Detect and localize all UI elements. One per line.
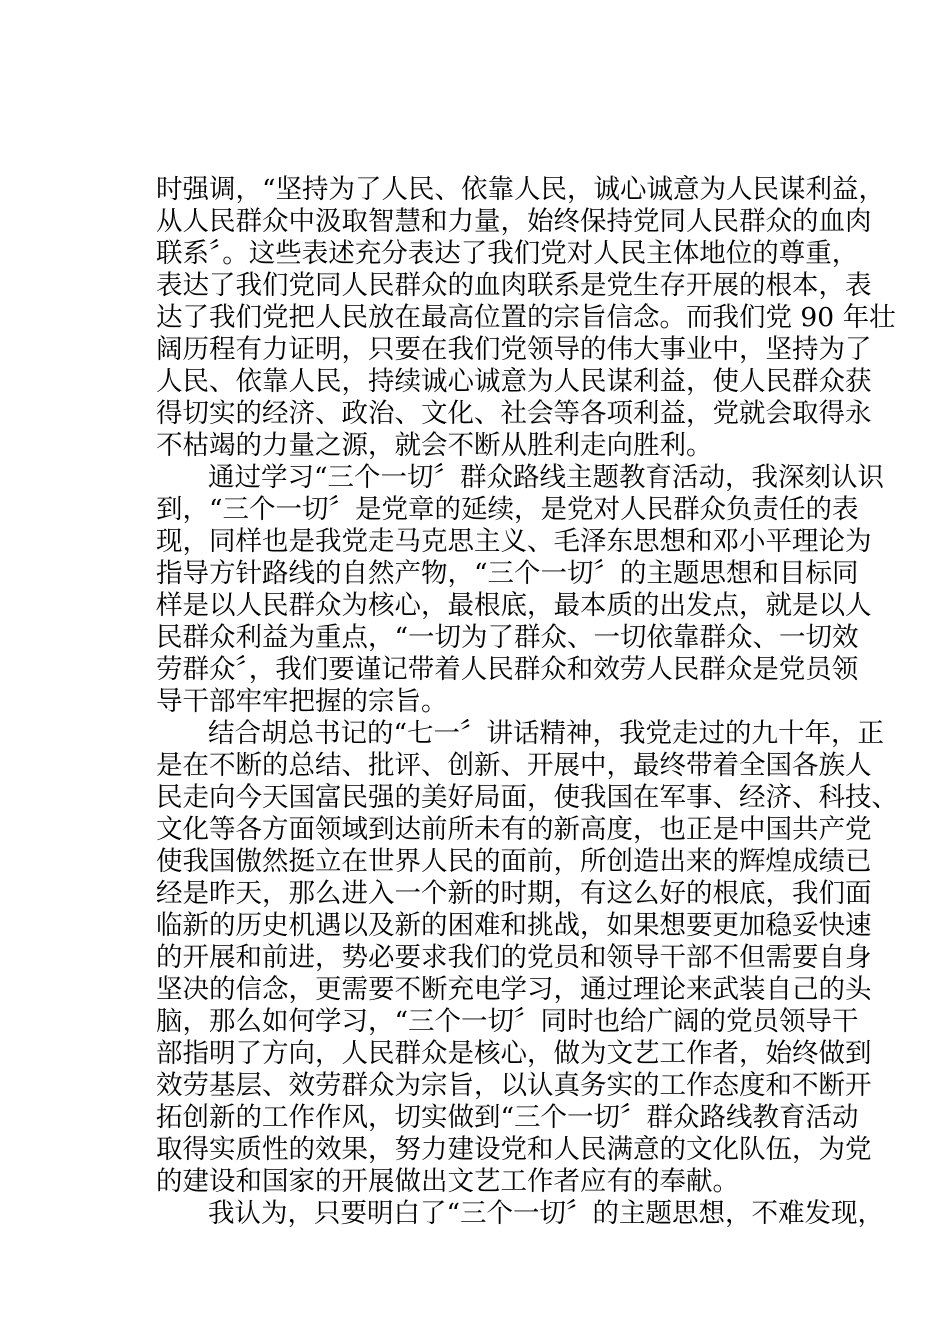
text-line: 样是以人民群众为核心，最根底，最本质的出发点，就是以人 [156, 590, 872, 621]
text-line: 的建设和国家的开展做出文艺工作者应有的奉献。 [156, 1166, 739, 1197]
text-line: 拓创新的工作作风，切实做到“三个一切〞群众路线教育活动 [156, 1102, 859, 1133]
text-line: 文化等各方面领域到达前所未有的新高度，也正是中国共产党 [156, 814, 872, 845]
text-line: 部指明了方向，人民群众是核心，做为文艺工作者，始终做到 [156, 1038, 872, 1069]
text-line: 坚决的信念，更需要不断充电学习，通过理论来武装自己的头 [156, 974, 872, 1005]
text-line: 联系〞。这些表述充分表达了我们党对人民主体地位的尊重， [156, 238, 859, 269]
text-line: 的开展和前进，势必要求我们的党员和领导干部不但需要自身 [156, 942, 872, 973]
text-line: 达了我们党把人民放在最高位置的宗旨信念。而我们党 90 年壮 [156, 302, 896, 333]
text-line: 时强调，“坚持为了人民、依靠人民，诚心诚意为人民谋利益， [156, 174, 886, 205]
text-line: 效劳基层、效劳群众为宗旨，以认真务实的工作态度和不断开 [156, 1070, 872, 1101]
text-line: 表达了我们党同人民群众的血肉联系是党生存开展的根本，表 [156, 270, 872, 301]
text-line: 现，同样也是我党走马克思主义、毛泽东思想和邓小平理论为 [156, 526, 872, 557]
text-line: 使我国傲然挺立在世界人民的面前，所创造出来的辉煌成绩已 [156, 846, 872, 877]
text-line: 不枯竭的力量之源，就会不断从胜利走向胜利。 [156, 430, 713, 461]
paragraph-start: 通过学习“三个一切〞群众路线主题教育活动，我深刻认识 [208, 462, 885, 493]
text-line: 民走向今天国富民强的美好局面，使我国在军事、经济、科技、 [156, 782, 898, 813]
text-line: 取得实质性的效果，努力建设党和人民满意的文化队伍，为党 [156, 1134, 872, 1165]
text-line: 脑，那么如何学习，“三个一切〞同时也给广阔的党员领导干 [156, 1006, 859, 1037]
text-line: 阔历程有力证明，只要在我们党领导的伟大事业中，坚持为了 [156, 334, 872, 365]
text-line: 从人民群众中汲取智慧和力量，始终保持党同人民群众的血肉 [156, 206, 872, 237]
text-line: 民群众利益为重点，“一切为了群众、一切依靠群众、一切效 [156, 622, 859, 653]
paragraph-start: 结合胡总书记的“七一〞讲话精神，我党走过的九十年，正 [208, 718, 885, 749]
text-line: 临新的历史机遇以及新的困难和挑战，如果想要更加稳妥快速 [156, 910, 872, 941]
text-line: 得切实的经济、政治、文化、社会等各项利益，党就会取得永 [156, 398, 872, 429]
text-line: 是在不断的总结、批评、创新、开展中，最终带着全国各族人 [156, 750, 872, 781]
paragraph-start: 我认为，只要明白了“三个一切〞的主题思想，不难发现， [208, 1198, 885, 1229]
text-line: 指导方针路线的自然产物，“三个一切〞的主题思想和目标同 [156, 558, 859, 589]
text-line: 劳群众〞，我们要谨记带着人民群众和效劳人民群众是党员领 [156, 654, 859, 685]
text-line: 人民、依靠人民，持续诚心诚意为人民谋利益，使人民群众获 [156, 366, 872, 397]
text-line: 经是昨天，那么进入一个新的时期，有这么好的根底，我们面 [156, 878, 872, 909]
text-line: 到，“三个一切〞是党章的延续，是党对人民群众负责任的表 [156, 494, 859, 525]
text-line: 导干部牢牢把握的宗旨。 [156, 686, 448, 717]
